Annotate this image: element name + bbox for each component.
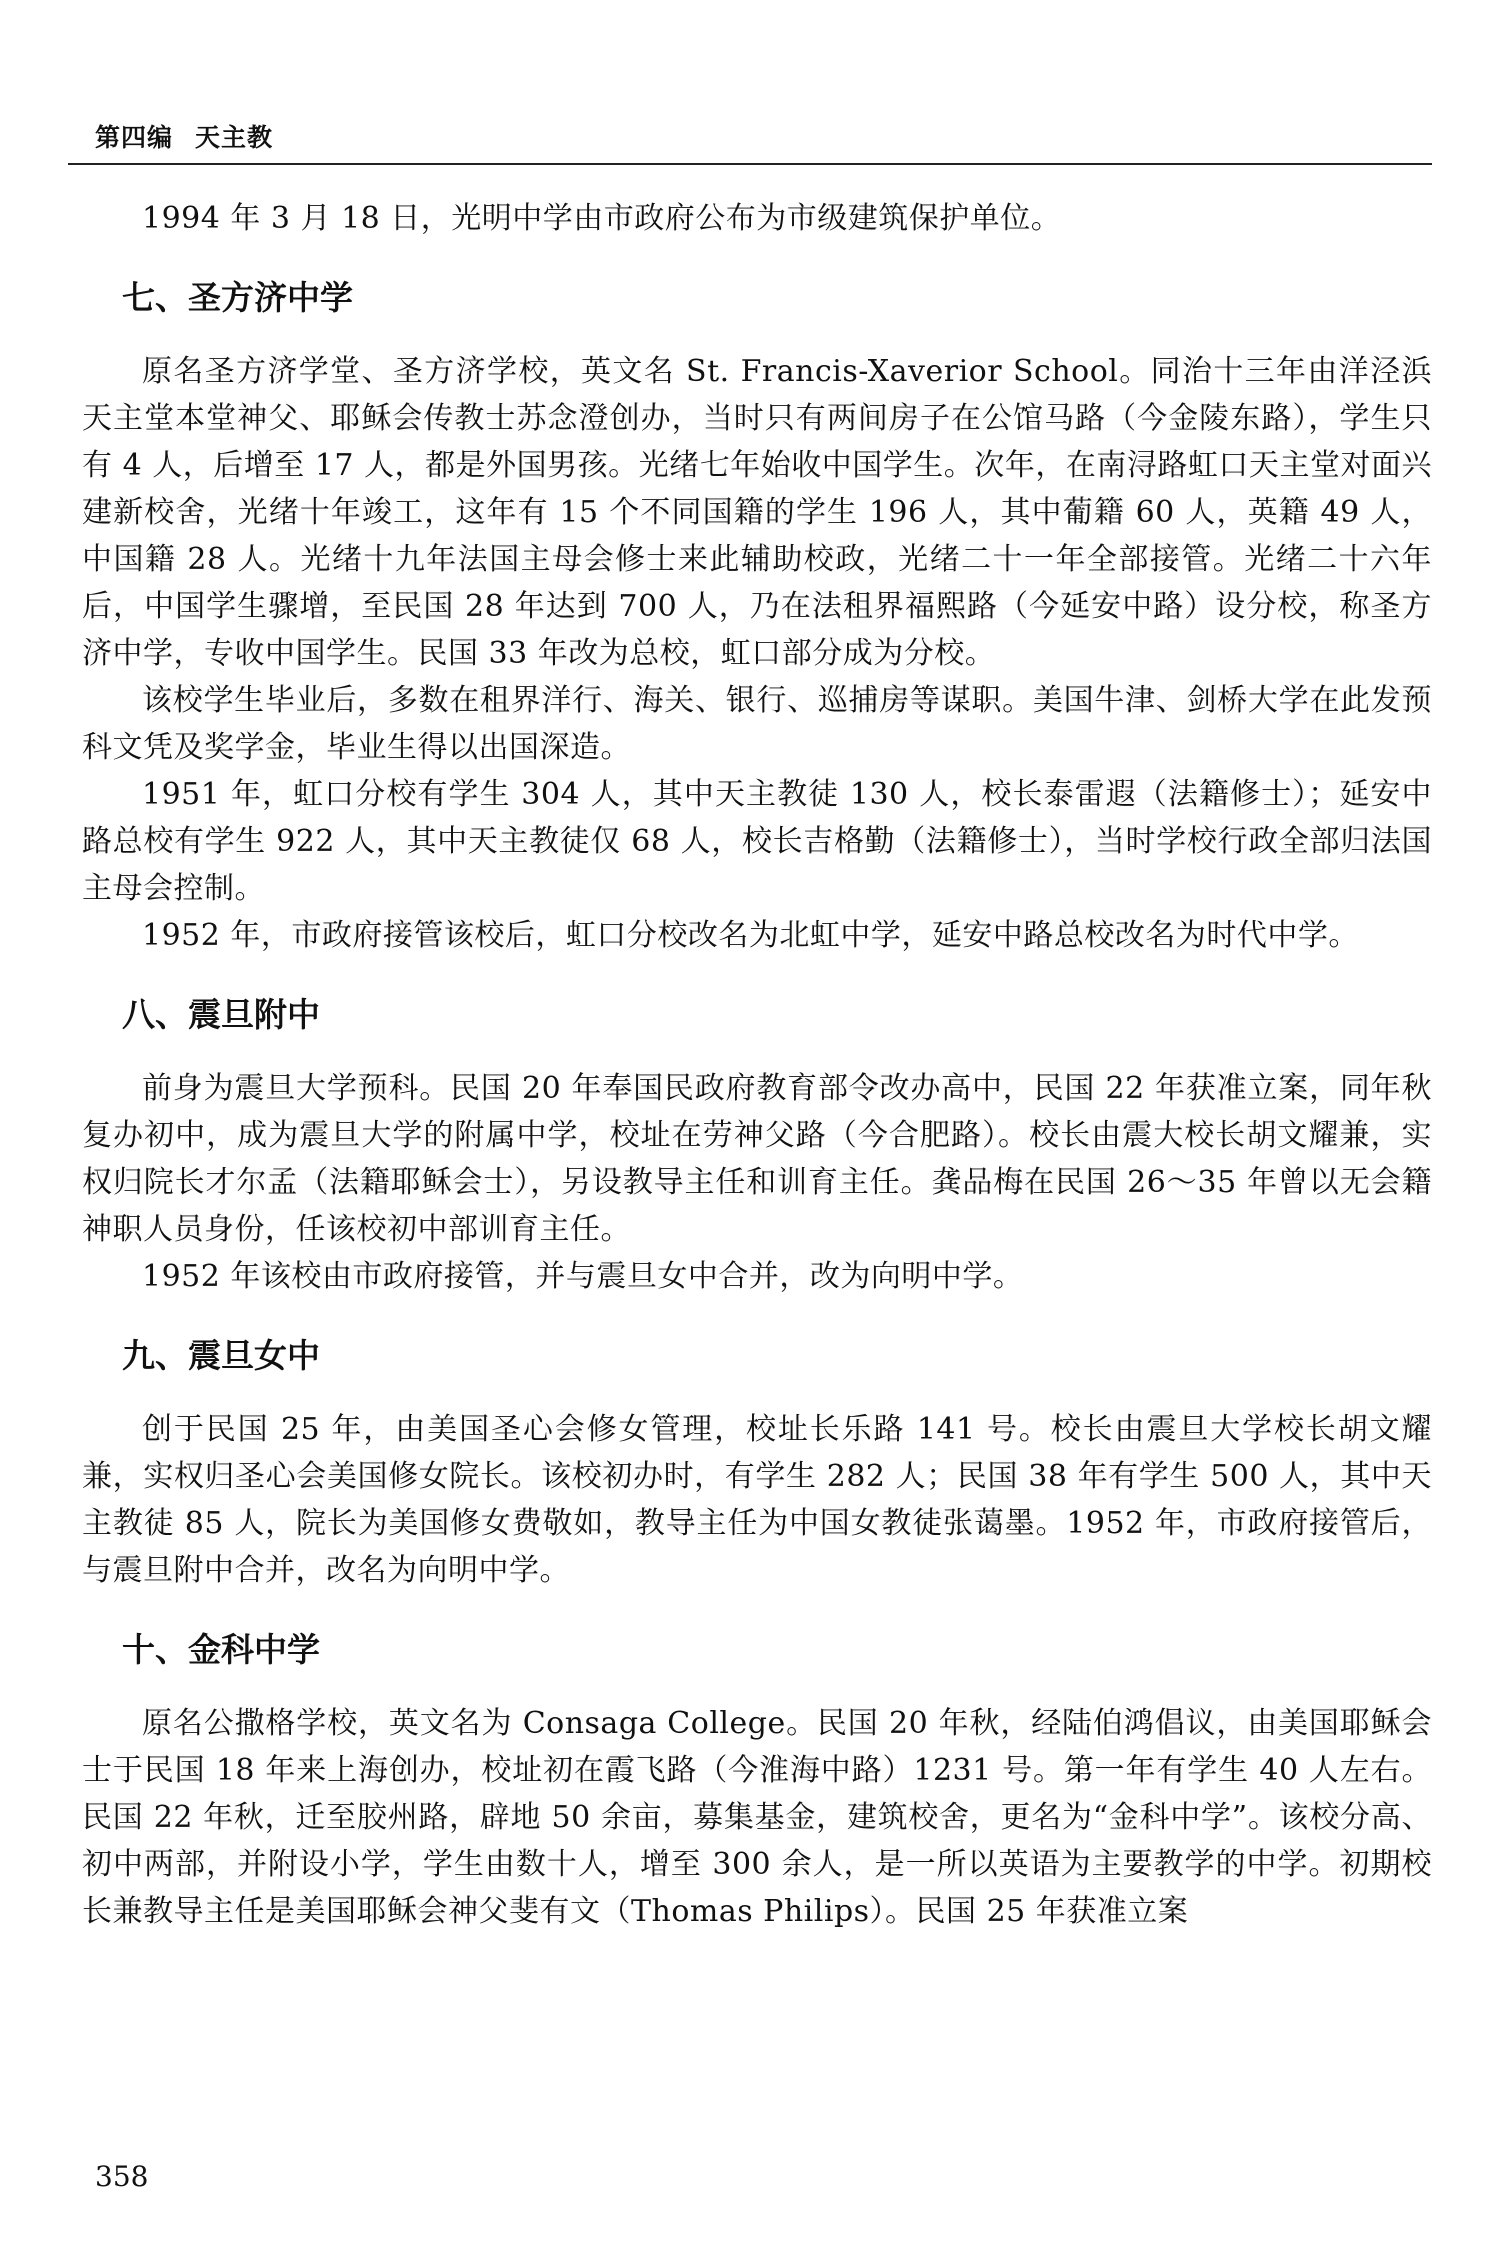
paragraph: 前身为震旦大学预科。民国 20 年奉国民政府教育部令改办高中，民国 22 年获准立案，同年秋复办初中，成为震旦大学的附属中学，校址在劳神父路（今合肥路）。校长由震大校长胡文耀兼，实权归院长才尔孟（法籍耶稣会士），另设教导主任和训育主任。龚品梅在民国 26～35 年曾以无会籍神职人员身份，任该校初中部训育主任。: [82, 1071, 1432, 1247]
section-sheng-fang-ji: [82, 278, 1432, 959]
section-zhen-dan-nv-zhong: [82, 1336, 1432, 1594]
paragraph: 1952 年，市政府接管该校后，虹口分校改名为北虹中学，延安中路总校改名为时代中学。: [142, 918, 1359, 953]
page-body: [82, 195, 1432, 1935]
section-zhen-dan-fu-zhong: [82, 995, 1432, 1300]
section-heading: 八、震旦附中: [122, 995, 320, 1034]
section-heading: 七、圣方济中学: [122, 278, 353, 317]
paragraph: 1951 年，虹口分校有学生 304 人，其中天主教徒 130 人，校长泰雷遐（法籍修士）；延安中路总校有学生 922 人，其中天主教徒仅 68 人，校长吉格勤（法籍修士），当时学校行政全部归法国主母会控制。: [82, 777, 1432, 906]
intro-paragraph: 1994 年 3 月 18 日，光明中学由市政府公布为市级建筑保护单位。: [142, 201, 1062, 236]
section-jin-ke-zhong-xue: [82, 1630, 1432, 1935]
section-heading: 十、金科中学: [122, 1630, 320, 1669]
running-head-part: 第四编: [95, 123, 174, 152]
page-number: 358: [95, 2160, 149, 2193]
running-head: [95, 118, 273, 154]
paragraph: 原名公撒格学校，英文名为 Consaga College。民国 20 年秋，经陆伯鸿倡议，由美国耶稣会士于民国 18 年来上海创办，校址初在霞飞路（今淮海中路）1231 号。第一年有学生 40 人左右。民国 22 年秋，迁至胶州路，辟地 50 余亩，募集基金，建筑校舍，更名为“金科中学”。该校分高、初中两部，并附设小学，学生由数十人，增至 300 余人，是一所以英语为主要教学的中学。初期校长兼教导主任是美国耶稣会神父斐有文（Thomas Philips）。民国 25 年获准立案: [82, 1706, 1432, 1929]
paragraph: 原名圣方济学堂、圣方济学校，英文名 St. Francis-Xaverior School。同治十三年由洋泾浜天主堂本堂神父、耶稣会传教士苏念澄创办，当时只有两间房子在公馆马路（今金陵东路），学生只有 4 人，后增至 17 人，都是外国男孩。光绪七年始收中国学生。次年，在南浔路虹口天主堂对面兴建新校舍，光绪十年竣工，这年有 15 个不同国籍的学生 196 人，其中葡籍 60 人，英籍 49 人，中国籍 28 人。光绪十九年法国主母会修士来此辅助校政，光绪二十一年全部接管。光绪二十六年后，中国学生骤增，至民国 28 年达到 700 人，乃在法租界福熙路（今延安中路）设分校，称圣方济中学，专收中国学生。民国 33 年改为总校，虹口部分成为分校。: [82, 354, 1432, 671]
section-heading: 九、震旦女中: [122, 1336, 320, 1375]
paragraph: 该校学生毕业后，多数在租界洋行、海关、银行、巡捕房等谋职。美国牛津、剑桥大学在此发预科文凭及奖学金，毕业生得以出国深造。: [82, 683, 1432, 765]
running-head-title: 天主教: [195, 123, 274, 152]
header-rule: [68, 163, 1432, 165]
paragraph: 创于民国 25 年，由美国圣心会修女管理，校址长乐路 141 号。校长由震旦大学校长胡文耀兼，实权归圣心会美国修女院长。该校初办时，有学生 282 人；民国 38 年有学生 500 人，其中天主教徒 85 人，院长为美国修女费敬如，教导主任为中国女教徒张蔼墨。1952 年，市政府接管后，与震旦附中合并，改名为向明中学。: [82, 1412, 1432, 1588]
paragraph: 1952 年该校由市政府接管，并与震旦女中合并，改为向明中学。: [142, 1259, 1024, 1294]
